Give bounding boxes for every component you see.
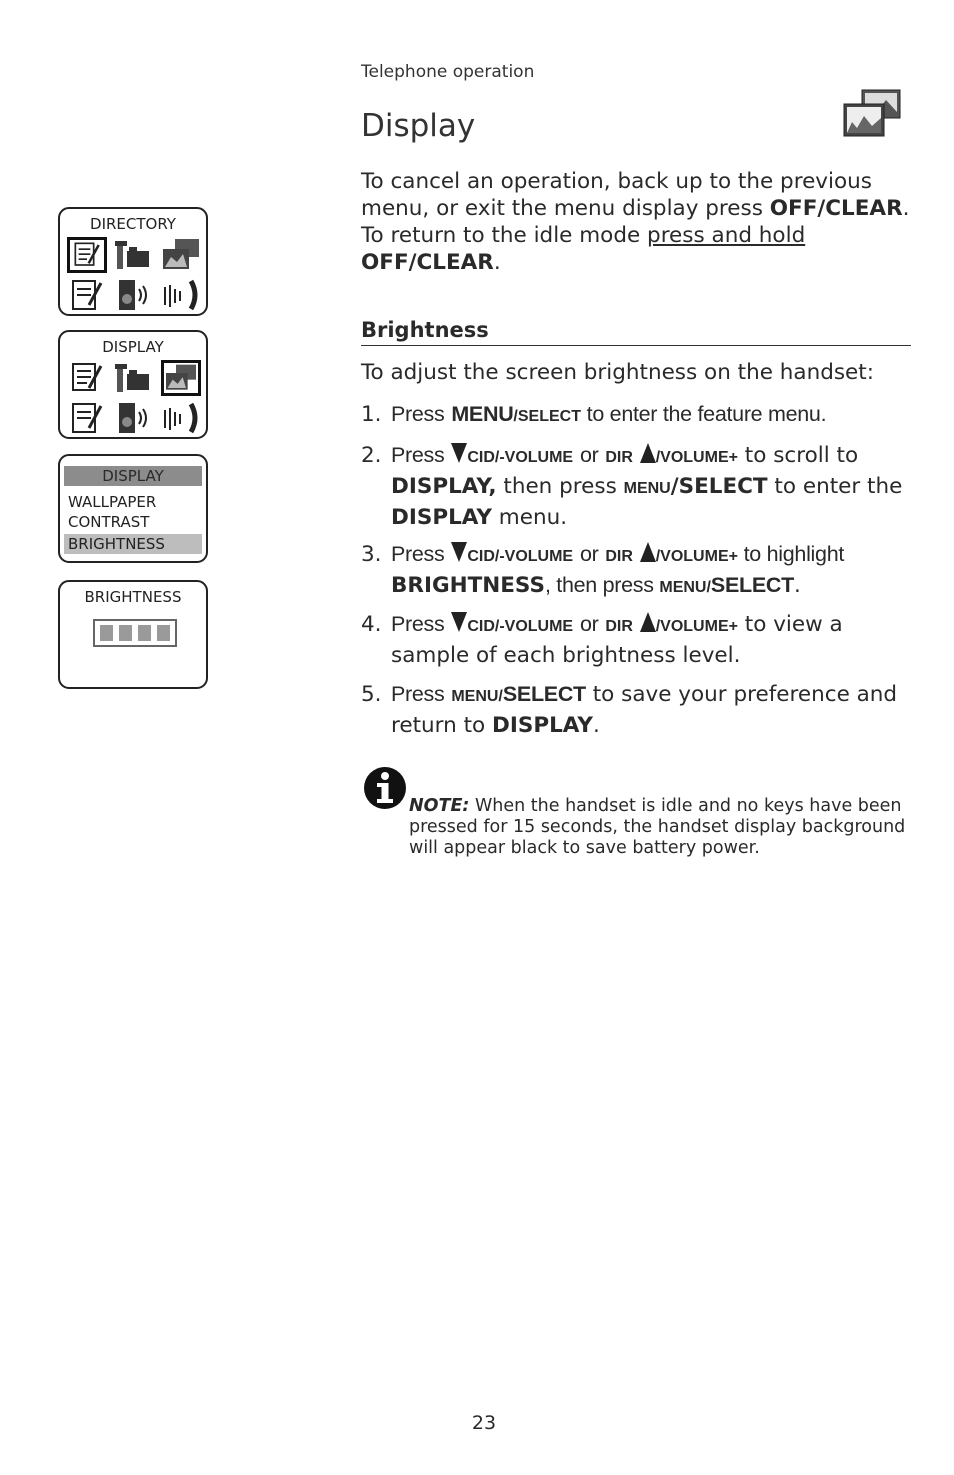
page-title: Display — [361, 108, 476, 144]
off-clear-key: OFF/CLEAR — [769, 196, 903, 221]
dir-key: DIR — [605, 618, 633, 635]
select-key: SELECT — [502, 682, 586, 706]
note-label: NOTE: — [409, 796, 470, 816]
press-and-hold-text: press and hold — [647, 223, 806, 248]
cid-volume-key: CID/-VOLUME — [467, 548, 574, 565]
brightness-level-bar — [60, 606, 206, 656]
notepad-icon — [67, 400, 107, 436]
feature-icon-grid — [65, 360, 201, 436]
directory-icon — [67, 237, 107, 273]
down-arrow-icon — [451, 542, 467, 562]
step-3: 3. Press CID/-VOLUME or DIR /VOLUME+ to highlight BRIGHTNESS, then press MENU/SELECT. — [361, 542, 845, 598]
menu-key: MENU — [451, 402, 514, 426]
page-number: 23 — [471, 1412, 497, 1434]
screen-directory — [58, 207, 208, 316]
info-icon — [363, 766, 407, 810]
step-2: 2. Press CID/-VOLUME or DIR /VOLUME+ to scroll to DISPLAY, then press MENU/SELECT to enter the DISPLAY menu. — [361, 443, 903, 530]
screen-title: DIRECTORY — [90, 215, 176, 233]
display-feature-icon — [842, 88, 902, 138]
note-text: NOTE: When the handset is idle and no keys have been pressed for 15 seconds, the handset display background will appear black to save battery power. — [409, 796, 906, 858]
menu-key: MENU/ — [659, 579, 711, 596]
step-5: 5. Press MENU/SELECT to save your preference and return to DISPLAY. — [361, 682, 898, 738]
directory-icon — [67, 360, 107, 396]
step-4: 4. Press CID/-VOLUME or DIR /VOLUME+ to view a sample of each brightness level. — [361, 612, 843, 668]
down-arrow-icon — [451, 443, 467, 463]
screen-display-selected — [58, 330, 208, 439]
display-icon — [161, 360, 201, 396]
down-arrow-icon — [451, 612, 467, 632]
intro-paragraph: To cancel an operation, back up to the previous menu, or exit the menu display press OFF/CLEAR. To return to the idle mode press and hold OFF/CLEAR. — [361, 169, 910, 275]
select-key: /SELECT — [513, 408, 581, 425]
section-header: Telephone operation — [361, 62, 535, 82]
ringer-icon — [161, 400, 201, 436]
menu-item-contrast: CONTRAST — [68, 513, 150, 531]
notepad-icon — [67, 277, 107, 313]
up-arrow-icon — [640, 443, 656, 463]
select-key: SELECT — [710, 573, 794, 597]
menu-item-wallpaper: WALLPAPER — [68, 493, 157, 511]
up-arrow-icon — [640, 542, 656, 562]
up-arrow-icon — [640, 612, 656, 632]
speaker-icon — [113, 400, 153, 436]
settings-tools-icon — [113, 360, 153, 396]
menu-header: DISPLAY — [64, 466, 202, 486]
ringer-icon — [161, 277, 201, 313]
screen-title: BRIGHTNESS — [84, 588, 182, 606]
volume-plus-key: /VOLUME+ — [655, 618, 738, 635]
brightness-heading: Brightness — [361, 318, 911, 346]
brightness-segment — [157, 625, 170, 641]
brightness-segment — [138, 625, 151, 641]
brightness-lead: To adjust the screen brightness on the handset: — [361, 360, 874, 385]
screen-title: DISPLAY — [102, 338, 164, 356]
display-icon — [161, 237, 201, 273]
cid-volume-key: CID/-VOLUME — [467, 618, 574, 635]
settings-tools-icon — [113, 237, 153, 273]
dir-key: DIR — [605, 449, 633, 466]
screen-display-menu — [58, 454, 208, 563]
off-clear-key: OFF/CLEAR — [361, 250, 494, 275]
menu-key: MENU/ — [451, 688, 503, 705]
menu-item-brightness: BRIGHTNESS — [64, 534, 202, 554]
step-1: 1. Press MENU/SELECT to enter the feature menu. — [361, 402, 827, 427]
menu-key: MENU — [623, 480, 671, 497]
volume-plus-key: /VOLUME+ — [655, 548, 738, 565]
screen-brightness — [58, 580, 208, 689]
volume-plus-key: /VOLUME+ — [655, 449, 738, 466]
speaker-icon — [113, 277, 153, 313]
brightness-segment — [100, 625, 113, 641]
select-key: /SELECT — [670, 474, 768, 499]
cid-volume-key: CID/-VOLUME — [467, 449, 574, 466]
brightness-segment — [119, 625, 132, 641]
feature-icon-grid — [65, 237, 201, 313]
dir-key: DIR — [605, 548, 633, 565]
